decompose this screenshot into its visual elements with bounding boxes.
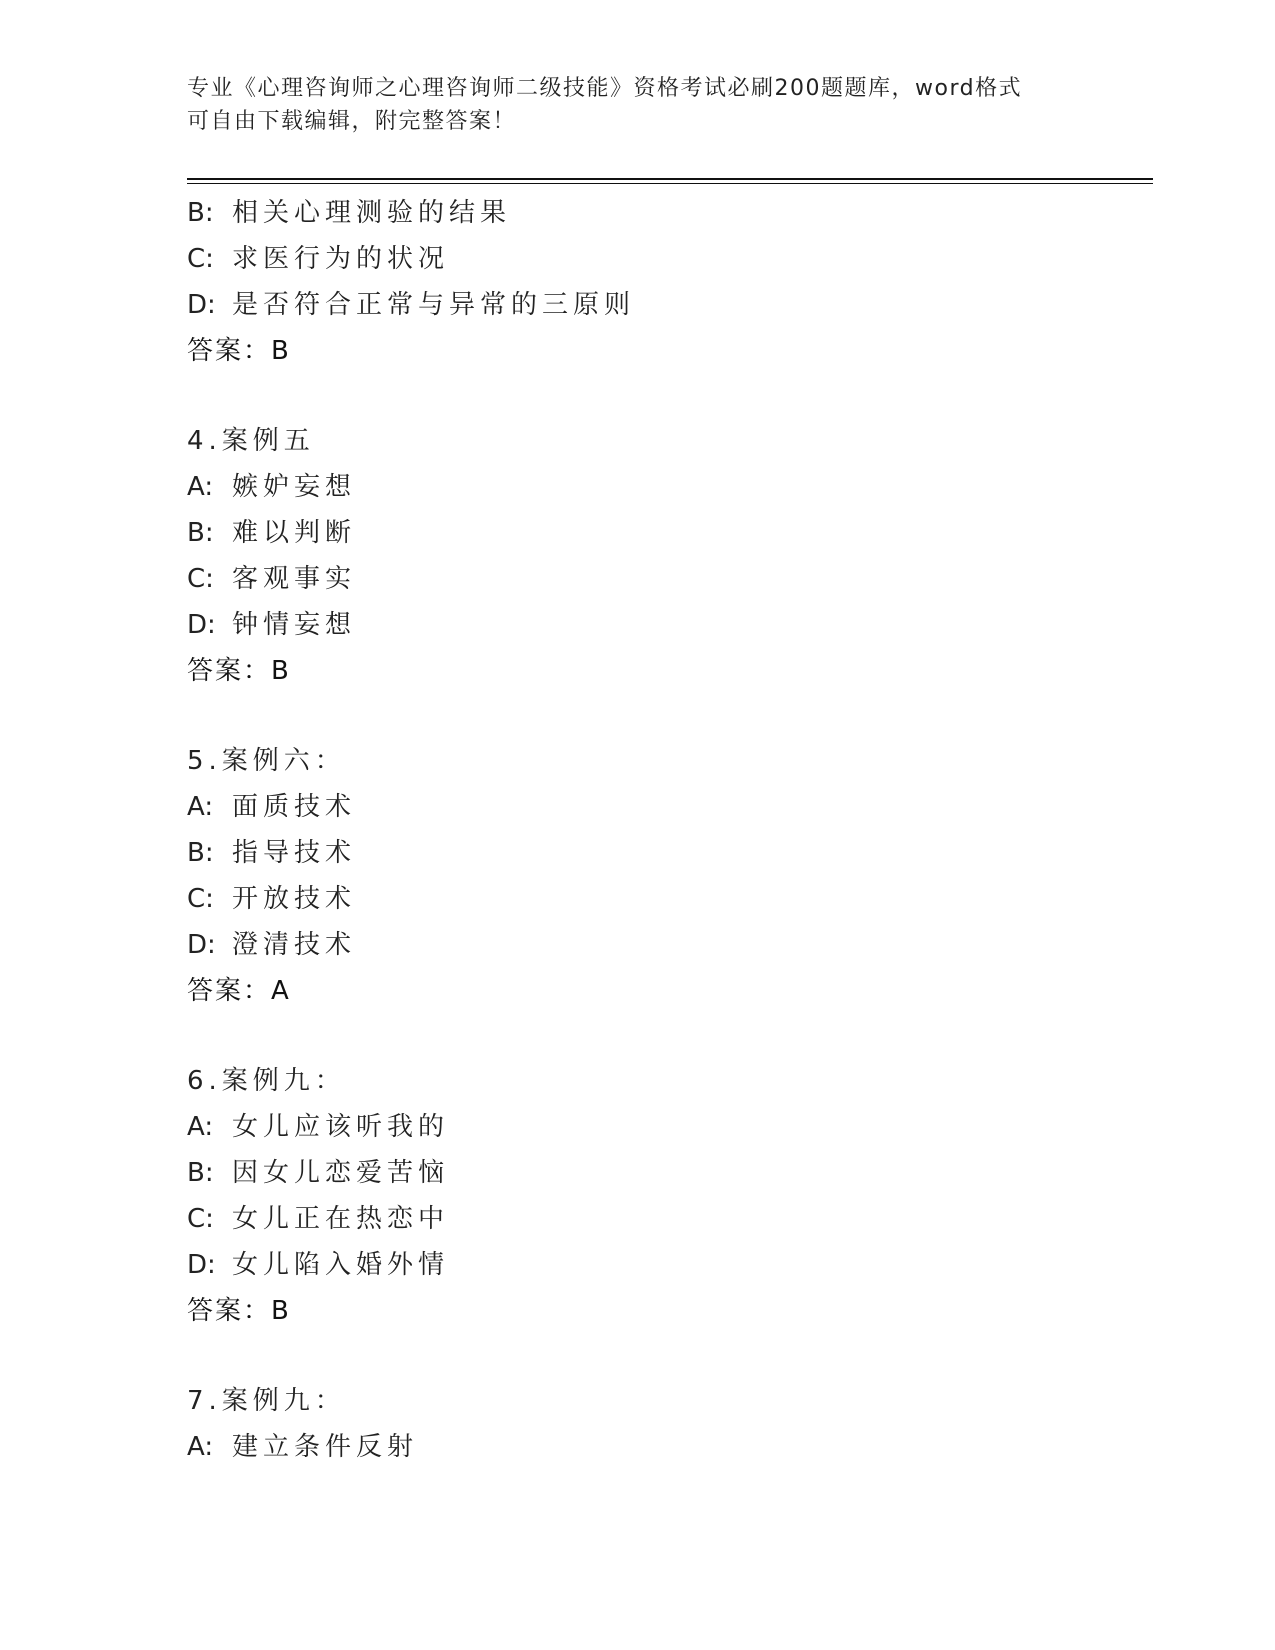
- option-prefix: D:: [187, 930, 216, 960]
- option-text: 面质技术: [232, 792, 357, 822]
- option-text: 女儿应该听我的: [232, 1112, 450, 1142]
- option-text: 建立条件反射: [232, 1432, 419, 1462]
- option-prefix: C:: [187, 564, 214, 594]
- option-prefix: A:: [187, 472, 214, 502]
- option-prefix: C:: [187, 244, 214, 274]
- question-title: 4.案例五: [187, 426, 315, 456]
- option-prefix: B:: [187, 1158, 214, 1188]
- option-prefix: B:: [187, 518, 214, 548]
- option-text: 嫉妒妄想: [232, 472, 357, 502]
- option-text: 求医行为的状况: [232, 244, 450, 274]
- option-prefix: B:: [187, 198, 214, 228]
- option-text: 澄清技术: [232, 930, 357, 960]
- option-a: [187, 464, 1147, 510]
- option-text: 钟情妄想: [232, 610, 357, 640]
- option-prefix: A:: [187, 1112, 214, 1142]
- option-d: [187, 602, 1147, 648]
- answer-line: 答案：B: [187, 336, 291, 366]
- option-text: 相关心理测验的结果: [232, 198, 512, 228]
- answer-line: 答案：B: [187, 1296, 291, 1326]
- spacer: [187, 374, 1147, 418]
- option-prefix: A:: [187, 792, 214, 822]
- spacer: [187, 694, 1147, 738]
- question-title: 6.案例九：: [187, 1066, 346, 1096]
- option-prefix: A:: [187, 1432, 214, 1462]
- answer-line: 答案：B: [187, 656, 291, 686]
- option-a: [187, 784, 1147, 830]
- question-block-continuation: [187, 190, 1147, 374]
- option-c: [187, 236, 1147, 282]
- option-b: [187, 1150, 1147, 1196]
- question-block-5: [187, 738, 1147, 1014]
- option-b: [187, 510, 1147, 556]
- option-b: [187, 190, 1147, 236]
- option-a: [187, 1104, 1147, 1150]
- option-a: [187, 1424, 1147, 1470]
- option-c: [187, 876, 1147, 922]
- option-text: 难以判断: [232, 518, 357, 548]
- option-prefix: D:: [187, 610, 216, 640]
- option-d: [187, 282, 1147, 328]
- option-prefix: D:: [187, 1250, 216, 1280]
- question-list: [187, 190, 1147, 1470]
- question-title: 7.案例九：: [187, 1386, 346, 1416]
- option-text: 女儿正在热恋中: [232, 1204, 450, 1234]
- option-b: [187, 830, 1147, 876]
- option-d: [187, 1242, 1147, 1288]
- spacer: [187, 1014, 1147, 1058]
- option-d: [187, 922, 1147, 968]
- question-block-6: [187, 1058, 1147, 1334]
- option-text: 指导技术: [232, 838, 357, 868]
- spacer: [187, 1334, 1147, 1378]
- option-text: 客观事实: [232, 564, 357, 594]
- option-prefix: C:: [187, 884, 214, 914]
- option-prefix: C:: [187, 1204, 214, 1234]
- page-header: [187, 72, 1067, 138]
- option-c: [187, 556, 1147, 602]
- question-block-7: [187, 1378, 1147, 1470]
- header-divider-thin: [187, 183, 1153, 184]
- option-c: [187, 1196, 1147, 1242]
- option-text: 开放技术: [232, 884, 357, 914]
- option-text: 女儿陷入婚外情: [232, 1250, 450, 1280]
- header-line-2: 可自由下载编辑，附完整答案！: [187, 109, 517, 134]
- header-line-1: 专业《心理咨询师之心理咨询师二级技能》资格考试必刷200题题库，word格式: [187, 76, 1023, 101]
- option-text: 因女儿恋爱苦恼: [232, 1158, 450, 1188]
- header-divider-thick: [187, 178, 1153, 180]
- answer-line: 答案：A: [187, 976, 291, 1006]
- option-prefix: D:: [187, 290, 216, 320]
- option-text: 是否符合正常与异常的三原则: [232, 290, 636, 320]
- option-prefix: B:: [187, 838, 214, 868]
- question-block-4: [187, 418, 1147, 694]
- question-title: 5.案例六：: [187, 746, 346, 776]
